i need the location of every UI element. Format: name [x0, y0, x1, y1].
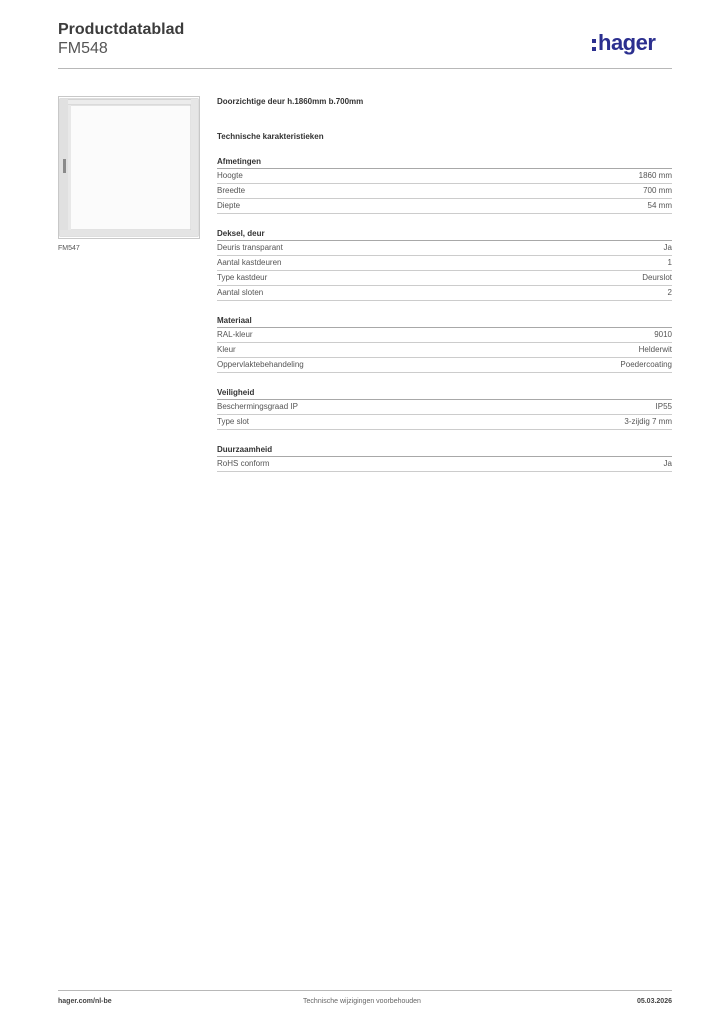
product-image — [58, 96, 200, 239]
spec-row — [217, 271, 672, 286]
image-caption: FM547 — [58, 245, 80, 252]
group-title: Duurzaamheid — [217, 444, 672, 457]
spec-row — [217, 358, 672, 373]
spec-label: Type kastdeur — [217, 273, 268, 282]
spec-row — [217, 328, 672, 343]
spec-group-deksel-deur — [217, 228, 672, 301]
spec-row — [217, 286, 672, 301]
spec-label: Diepte — [217, 201, 241, 210]
spec-value: Ja — [663, 459, 672, 468]
spec-label: Aantal kastdeuren — [217, 258, 282, 267]
spec-label: RAL-kleur — [217, 330, 253, 339]
page-title: Productdatablad — [58, 21, 185, 38]
spec-row — [217, 184, 672, 199]
footer-date: 05.03.2026 — [636, 998, 672, 1005]
spec-row — [217, 415, 672, 430]
spec-group-afmetingen — [217, 156, 672, 214]
spec-value: Helderwit — [638, 345, 672, 354]
spec-value: 700 mm — [643, 186, 672, 195]
group-title: Afmetingen — [217, 156, 672, 169]
product-code: FM548 — [58, 40, 108, 57]
product-title: Doorzichtige deur h.1860mm b.700mm — [217, 97, 364, 106]
spec-label: Hoogte — [217, 171, 243, 180]
spec-label: RoHS conform — [217, 459, 270, 468]
group-title: Veiligheid — [217, 387, 672, 400]
spec-label: Deuris transparant — [217, 243, 283, 252]
spec-value: 9010 — [654, 330, 672, 339]
spec-row — [217, 169, 672, 184]
spec-row — [217, 343, 672, 358]
logo-text: hager — [598, 30, 656, 55]
spec-value: 2 — [667, 288, 672, 297]
spec-value: Ja — [663, 243, 672, 252]
spec-row — [217, 457, 672, 472]
spec-value: 1 — [667, 258, 672, 267]
footer-website: hager.com/nl-be — [58, 998, 112, 1005]
spec-row — [217, 256, 672, 271]
spec-row — [217, 199, 672, 214]
group-title: Materiaal — [217, 315, 672, 328]
spec-value: 54 mm — [647, 201, 672, 210]
spec-group-duurzaamheid — [217, 444, 672, 472]
spec-heading: Technische karakteristieken — [217, 132, 324, 141]
group-title: Deksel, deur — [217, 228, 672, 241]
spec-label: Type slot — [217, 417, 250, 426]
header-divider — [58, 68, 672, 69]
spec-label: Oppervlaktebehandeling — [217, 360, 304, 369]
spec-label: Aantal sloten — [217, 288, 264, 297]
spec-row — [217, 241, 672, 256]
spec-value: 1860 mm — [638, 171, 672, 180]
spec-row — [217, 400, 672, 415]
spec-group-veiligheid — [217, 387, 672, 430]
footer-divider — [58, 990, 672, 991]
spec-value: 3-zijdig 7 mm — [624, 417, 672, 426]
hager-logo — [592, 30, 674, 56]
spec-value: IP55 — [655, 402, 672, 411]
door-image — [59, 97, 199, 238]
spec-value: Poedercoating — [620, 360, 672, 369]
spec-label: Beschermingsgraad IP — [217, 402, 298, 411]
spec-content — [217, 96, 672, 472]
spec-label: Breedte — [217, 186, 246, 195]
spec-label: Kleur — [217, 345, 236, 354]
spec-value: Deurslot — [642, 273, 672, 282]
logo-dots-icon — [592, 39, 596, 51]
footer-note: Technische wijzigingen voorbehouden — [303, 998, 421, 1005]
spec-group-materiaal — [217, 315, 672, 373]
